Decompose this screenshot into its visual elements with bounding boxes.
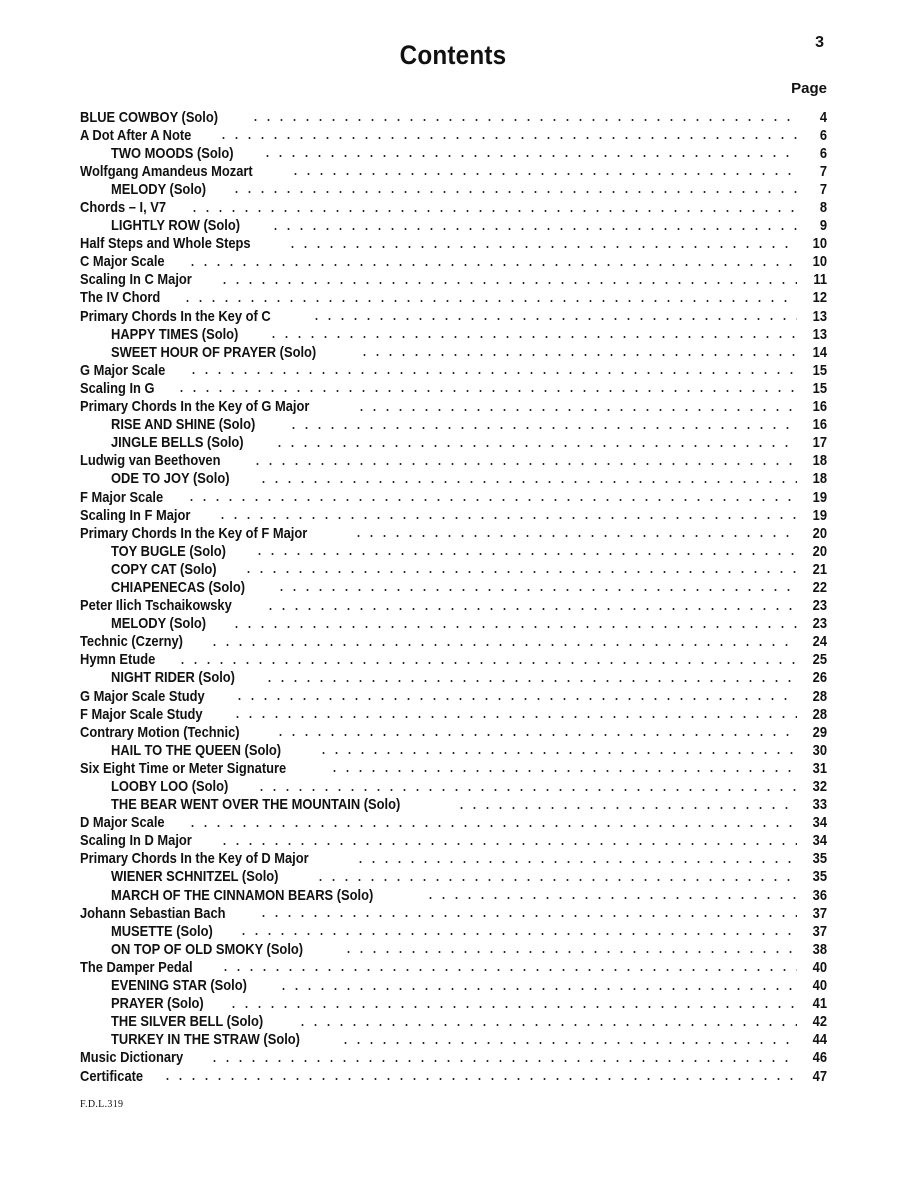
toc-entry-title: Primary Chords In the Key of G Major xyxy=(80,398,310,416)
toc-entry-title: TWO MOODS (Solo) xyxy=(111,144,234,162)
toc-entry-page: 44 xyxy=(812,1031,827,1049)
toc-entry-title: Primary Chords In the Key of F Major xyxy=(80,524,308,542)
toc-entry-title: TURKEY IN THE STRAW (Solo) xyxy=(111,1031,300,1049)
toc-entry-title: Certificate xyxy=(80,1067,144,1085)
toc-entry-page: 20 xyxy=(812,524,827,542)
toc-entry-title: Contrary Motion (Technic) xyxy=(80,723,240,741)
toc-entry-page: 13 xyxy=(812,325,827,343)
dot-leader xyxy=(257,481,797,483)
toc-entry xyxy=(80,434,827,452)
toc-entry-page: 19 xyxy=(812,506,827,524)
toc-entry-page: 33 xyxy=(812,796,827,814)
toc-entry-page: 19 xyxy=(812,488,827,506)
toc-entry-page: 18 xyxy=(812,452,827,470)
toc-entry-title: Technic (Czerny) xyxy=(80,633,183,651)
toc-entry-page: 34 xyxy=(812,814,827,832)
toc-entry xyxy=(80,922,827,940)
toc-entry-page: 32 xyxy=(812,778,827,796)
toc-entry-title: Music Dictionary xyxy=(80,1049,184,1067)
toc-entry-page: 40 xyxy=(812,977,827,995)
toc-entry xyxy=(80,560,827,578)
dot-leader xyxy=(227,1006,797,1008)
toc-entry xyxy=(80,796,827,814)
toc-entry-title: MUSETTE (Solo) xyxy=(111,922,213,940)
toc-entry-title: NIGHT RIDER (Solo) xyxy=(111,669,235,687)
toc-entry-title: Johann Sebastian Bach xyxy=(80,904,226,922)
toc-entry xyxy=(80,452,827,470)
toc-entry xyxy=(80,289,827,307)
dot-leader xyxy=(352,535,797,537)
toc-entry xyxy=(80,633,827,651)
dot-leader xyxy=(342,951,797,953)
toc-entry-title: MELODY (Solo) xyxy=(111,180,207,198)
toc-entry-title: F Major Scale xyxy=(80,488,164,506)
toc-entry-title: A Dot After A Note xyxy=(80,126,192,144)
toc-entry-title: TOY BUGLE (Solo) xyxy=(111,542,226,560)
toc-entry-page: 28 xyxy=(812,687,827,705)
dot-leader xyxy=(287,427,797,429)
toc-entry xyxy=(80,940,827,958)
toc-entry-page: 36 xyxy=(812,886,827,904)
toc-entry-title: ODE TO JOY (Solo) xyxy=(111,470,230,488)
toc-entry-title: Scaling In G xyxy=(80,379,155,397)
toc-entry-title: Wolfgang Amandeus Mozart xyxy=(80,162,253,180)
toc-entry-page: 7 xyxy=(819,162,827,180)
toc-entry-title: LIGHTLY ROW (Solo) xyxy=(111,217,240,235)
footer-code: F.D.L.319 xyxy=(80,1099,124,1110)
toc-entry-title: Primary Chords In the Key of C xyxy=(80,307,271,325)
dot-leader xyxy=(261,155,797,157)
toc-entry xyxy=(80,398,827,416)
toc-entry-page: 35 xyxy=(812,850,827,868)
toc-entry-page: 23 xyxy=(812,615,827,633)
toc-entry xyxy=(80,723,827,741)
toc-entry xyxy=(80,379,827,397)
toc-entry xyxy=(80,361,827,379)
page-number: 3 xyxy=(815,34,824,51)
toc-entry xyxy=(80,832,827,850)
toc-entry-page: 28 xyxy=(812,705,827,723)
toc-entry-page: 37 xyxy=(812,904,827,922)
dot-leader xyxy=(217,137,797,139)
toc-entry xyxy=(80,126,827,144)
dot-leader xyxy=(355,409,797,411)
dot-leader xyxy=(176,662,797,664)
dot-leader xyxy=(187,372,797,374)
toc-entry-page: 40 xyxy=(812,958,827,976)
dot-leader xyxy=(216,517,797,519)
toc-entry xyxy=(80,198,827,216)
toc-entry-title: Ludwig van Beethoven xyxy=(80,452,221,470)
toc-entry xyxy=(80,814,827,832)
dot-leader xyxy=(255,789,797,791)
toc-entry xyxy=(80,343,827,361)
dot-leader xyxy=(230,191,797,193)
toc-entry xyxy=(80,1013,827,1031)
toc-entry-title: Six Eight Time or Meter Signature xyxy=(80,759,287,777)
toc-entry-page: 6 xyxy=(819,144,827,162)
dot-leader xyxy=(328,770,797,772)
toc-entry xyxy=(80,868,827,886)
toc-entry-page: 15 xyxy=(812,361,827,379)
dot-leader xyxy=(218,282,797,284)
toc-entry-title: G Major Scale xyxy=(80,361,166,379)
toc-entry xyxy=(80,904,827,922)
toc-entry-page: 4 xyxy=(819,108,827,126)
toc-entry xyxy=(80,741,827,759)
toc-entry-page: 16 xyxy=(812,398,827,416)
toc-entry xyxy=(80,850,827,868)
toc-entry-title: HAIL TO THE QUEEN (Solo) xyxy=(111,741,282,759)
dot-leader xyxy=(230,626,797,628)
dot-leader xyxy=(257,915,797,917)
toc-entry xyxy=(80,1031,827,1049)
toc-entry xyxy=(80,506,827,524)
toc-entry xyxy=(80,777,827,795)
toc-entry-title: THE BEAR WENT OVER THE MOUNTAIN (Solo) xyxy=(111,796,401,814)
toc-entry-page: 37 xyxy=(812,922,827,940)
toc-entry-page: 22 xyxy=(812,578,827,596)
toc-entry-title: Scaling In C Major xyxy=(80,271,192,289)
toc-entry-page: 7 xyxy=(819,180,827,198)
toc-entry xyxy=(80,470,827,488)
toc-entry-page: 25 xyxy=(812,651,827,669)
toc-entry-title: G Major Scale Study xyxy=(80,687,205,705)
toc-entry-title: Half Steps and Whole Steps xyxy=(80,235,251,253)
dot-leader xyxy=(354,861,797,863)
dot-leader xyxy=(277,988,797,990)
toc-entry xyxy=(80,1067,827,1085)
dot-leader xyxy=(296,1024,797,1026)
dot-leader xyxy=(233,698,797,700)
toc-entry xyxy=(80,705,827,723)
toc-entry-title: CHIAPENECAS (Solo) xyxy=(111,578,246,596)
toc-entry-page: 9 xyxy=(819,217,827,235)
toc-entry-title: THE SILVER BELL (Solo) xyxy=(111,1013,264,1031)
dot-leader xyxy=(251,463,797,465)
dot-leader xyxy=(317,752,797,754)
dot-leader xyxy=(218,843,797,845)
dot-leader xyxy=(310,318,797,320)
toc-entry-title: F Major Scale Study xyxy=(80,705,203,723)
toc-entry-title: COPY CAT (Solo) xyxy=(111,560,217,578)
toc-entry xyxy=(80,271,827,289)
toc-entry-page: 26 xyxy=(812,669,827,687)
dot-leader xyxy=(186,825,797,827)
toc-entry xyxy=(80,180,827,198)
dot-leader xyxy=(219,969,797,971)
toc-entry-title: The Damper Pedal xyxy=(80,958,193,976)
dot-leader xyxy=(263,680,797,682)
dot-leader xyxy=(237,933,797,935)
toc-entry xyxy=(80,488,827,506)
toc-entry xyxy=(80,578,827,596)
toc-entry xyxy=(80,416,827,434)
toc-entry-page: 24 xyxy=(812,633,827,651)
toc-entry-title: Hymn Etude xyxy=(80,651,156,669)
toc-entry-page: 29 xyxy=(812,723,827,741)
toc-entry-title: SWEET HOUR OF PRAYER (Solo) xyxy=(111,343,317,361)
page-title: Contents xyxy=(399,40,507,70)
toc-entry-title: MARCH OF THE CINNAMON BEARS (Solo) xyxy=(111,886,374,904)
toc-entry xyxy=(80,162,827,180)
toc-entry-title: Primary Chords In the Key of D Major xyxy=(80,850,309,868)
dot-leader xyxy=(161,1078,797,1080)
toc-entry-title: D Major Scale xyxy=(80,814,165,832)
dot-leader xyxy=(273,445,797,447)
toc-entry-page: 21 xyxy=(812,560,827,578)
toc-entry-page: 11 xyxy=(813,271,827,289)
dot-leader xyxy=(286,246,797,248)
dot-leader xyxy=(275,589,797,591)
toc-entry-page: 23 xyxy=(812,597,827,615)
toc-entry-page: 10 xyxy=(812,235,827,253)
toc-entry xyxy=(80,144,827,162)
toc-entry-title: Scaling In F Major xyxy=(80,506,191,524)
toc-entry-title: MELODY (Solo) xyxy=(111,615,207,633)
toc-entry xyxy=(80,958,827,976)
dot-leader xyxy=(358,354,797,356)
toc-entry xyxy=(80,542,827,560)
dot-leader xyxy=(269,228,797,230)
toc-entry-title: Chords – I, V7 xyxy=(80,199,167,217)
toc-entry-page: 31 xyxy=(812,759,827,777)
dot-leader xyxy=(289,173,797,175)
toc-entry-page: 13 xyxy=(812,307,827,325)
toc-entry-title: RISE AND SHINE (Solo) xyxy=(111,416,256,434)
toc-entry xyxy=(80,615,827,633)
dot-leader xyxy=(455,807,797,809)
toc-entry-page: 47 xyxy=(812,1067,827,1085)
dot-leader xyxy=(188,210,797,212)
toc-entry xyxy=(80,669,827,687)
toc-entry-title: EVENING STAR (Solo) xyxy=(111,977,247,995)
toc-entry xyxy=(80,651,827,669)
toc-entry-page: 35 xyxy=(812,868,827,886)
dot-leader xyxy=(208,1060,797,1062)
toc-entry-page: 8 xyxy=(819,199,827,217)
toc-entry-title: The IV Chord xyxy=(80,289,161,307)
dot-leader xyxy=(314,879,797,881)
toc-entry-page: 38 xyxy=(812,940,827,958)
dot-leader xyxy=(249,119,797,121)
dot-leader xyxy=(339,1042,797,1044)
toc-entry-title: JINGLE BELLS (Solo) xyxy=(111,434,244,452)
toc-entry-page: 18 xyxy=(812,470,827,488)
dot-leader xyxy=(424,897,797,899)
toc-entry-title: PRAYER (Solo) xyxy=(111,995,204,1013)
toc-entry xyxy=(80,253,827,271)
dot-leader xyxy=(242,571,797,573)
toc-entry xyxy=(80,307,827,325)
dot-leader xyxy=(186,264,797,266)
toc-entry-page: 12 xyxy=(812,289,827,307)
page-column-header: Page xyxy=(791,80,827,97)
toc-entry xyxy=(80,217,827,235)
dot-leader xyxy=(264,608,797,610)
dot-leader xyxy=(253,553,797,555)
dot-leader xyxy=(175,390,797,392)
toc-entry-page: 16 xyxy=(812,416,827,434)
toc-entry xyxy=(80,687,827,705)
toc-entry-title: Scaling In D Major xyxy=(80,832,192,850)
dot-leader xyxy=(274,734,797,736)
toc-entry-page: 42 xyxy=(812,1013,827,1031)
toc-entry-page: 6 xyxy=(819,126,827,144)
table-of-contents xyxy=(80,108,827,1085)
toc-entry xyxy=(80,597,827,615)
toc-entry-title: LOOBY LOO (Solo) xyxy=(111,778,229,796)
toc-entry-page: 14 xyxy=(812,343,827,361)
toc-entry-page: 41 xyxy=(812,995,827,1013)
toc-entry-page: 34 xyxy=(812,832,827,850)
toc-entry xyxy=(80,886,827,904)
dot-leader xyxy=(185,499,797,501)
toc-entry-page: 30 xyxy=(812,741,827,759)
toc-entry-title: Peter Ilich Tschaikowsky xyxy=(80,597,232,615)
toc-entry xyxy=(80,977,827,995)
toc-entry xyxy=(80,1049,827,1067)
toc-entry xyxy=(80,108,827,126)
toc-entry-page: 15 xyxy=(812,379,827,397)
toc-entry xyxy=(80,995,827,1013)
toc-entry-title: WIENER SCHNITZEL (Solo) xyxy=(111,868,279,886)
toc-entry-title: HAPPY TIMES (Solo) xyxy=(111,325,239,343)
toc-entry xyxy=(80,235,827,253)
dot-leader xyxy=(267,336,797,338)
toc-entry-page: 17 xyxy=(812,434,827,452)
toc-entry-title: BLUE COWBOY (Solo) xyxy=(80,108,219,126)
toc-entry-page: 20 xyxy=(812,542,827,560)
toc-entry xyxy=(80,524,827,542)
dot-leader xyxy=(181,300,797,302)
toc-entry-page: 46 xyxy=(812,1049,827,1067)
toc-entry-title: C Major Scale xyxy=(80,253,165,271)
toc-entry xyxy=(80,759,827,777)
toc-entry xyxy=(80,325,827,343)
toc-entry-page: 10 xyxy=(812,253,827,271)
dot-leader xyxy=(208,644,797,646)
toc-entry-title: ON TOP OF OLD SMOKY (Solo) xyxy=(111,940,304,958)
dot-leader xyxy=(231,716,797,718)
